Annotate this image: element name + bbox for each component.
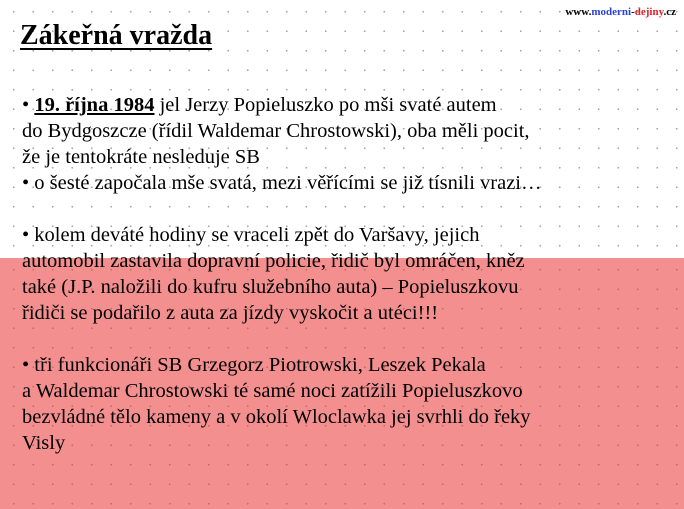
paragraph-1-line-2: do Bydgoszcze (řídil Waldemar Chrostowski), oba měli pocit, [22,120,530,142]
spacer [22,326,672,352]
paragraph-1-line-1-text: jel Jerzy Popieluszko po mši svaté autem [154,94,497,116]
site-url-part1: moderni [591,6,632,18]
paragraph-4-line-1: • tři funkcionáři SB Grzegorz Piotrowski, Leszek Pekala [22,354,486,376]
site-url-separator: - [631,6,635,18]
site-url-part2: dejiny [634,6,664,18]
paragraph-4 [22,352,672,456]
paragraph-3-line-1: • kolem deváté hodiny se vraceli zpět do Varšavy, jejich [22,224,480,246]
paragraph-1-line-3: že je tentokráte nesleduje SB [22,146,260,168]
paragraph-4-line-3: bezvládné tělo kameny a v okolí Wloclawka jej svrhli do řeky [22,406,531,428]
paragraph-1 [22,92,672,170]
site-url-prefix: www. [565,6,592,18]
site-url[interactable] [565,6,676,18]
paragraph-2 [22,170,672,196]
paragraph-3-line-4: řidiči se podařilo z auta za jízdy vyskočit a utéci!!! [22,302,439,324]
date-highlight: 19. října 1984 [34,94,155,116]
paragraph-3 [22,222,672,326]
slide-content [22,92,672,456]
paragraph-4-line-2: a Waldemar Chrostowski té samé noci zatížili Popieluszkovo [22,380,523,402]
slide-title: Zákeřná vražda [20,20,213,51]
paragraph-3-line-3: také (J.P. naložili do kufru služebního auta) – Popieluszkovu [22,276,519,298]
paragraph-4-line-4: Visly [22,432,66,454]
bullet-text: • [22,94,35,116]
site-url-suffix: .cz [663,6,676,18]
paragraph-2-line-1: • o šesté započala mše svatá, mezi věřícími se již tísnili vrazi… [22,172,542,194]
paragraph-3-line-2: automobil zastavila dopravní policie, řidič byl omráčen, kněz [22,250,525,272]
paragraph-1-line-1 [22,92,672,118]
spacer [22,196,672,222]
